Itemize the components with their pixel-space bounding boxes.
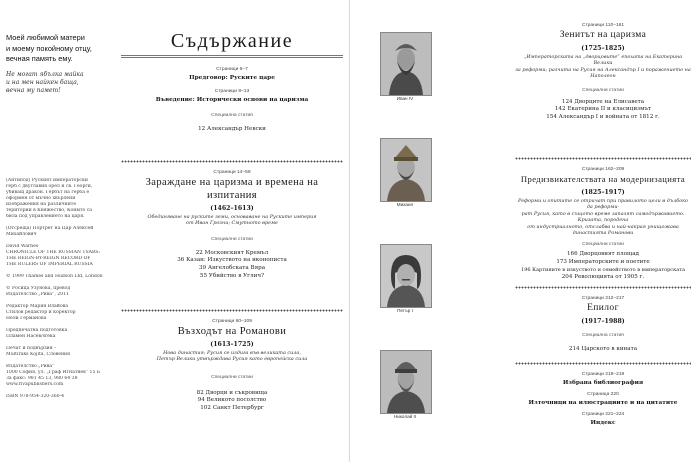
dedication-line: Моей любимой матери: [6, 33, 85, 42]
toc-entry-preface[interactable]: Предговор: Руските царе: [189, 75, 275, 81]
portrait-caption: Николай II: [393, 414, 417, 419]
imprint-line: Multiraks Kojita, Словения: [6, 352, 70, 357]
portrait-image: [380, 350, 432, 414]
toc-special-item[interactable]: 124 Дворците на Елисавета: [561, 98, 645, 105]
toc-special-item[interactable]: 154 Александър I и войната от 1812 г.: [546, 113, 660, 120]
toc-pages: Страници 162–209: [581, 167, 625, 172]
portrait-image: [380, 244, 432, 308]
imprint-line: Стилов редактор и коректор: [6, 310, 76, 315]
imprint-line: територии в Княжество, Коимто са: [6, 208, 93, 213]
toc-pages: Страници 212–217: [581, 296, 625, 301]
toc-pages: Страници 60–109: [212, 319, 252, 324]
special-items: [515, 346, 691, 354]
imprint-column: [6, 178, 114, 406]
special-label: Специални статии: [211, 236, 253, 242]
section-years: (1613–1725): [210, 341, 254, 348]
toc-section-2: [121, 305, 343, 413]
dotted-separator: [515, 362, 691, 369]
special-items: [515, 251, 691, 281]
toc-special-item[interactable]: 82 Дворци и съкровища: [196, 389, 268, 396]
section-title[interactable]: Зараждане на царизма и времена на изпитания: [145, 177, 319, 201]
imprint-print: [6, 346, 114, 358]
toc-entry-sources[interactable]: Източници на илюстрациите и на цитатите: [528, 400, 678, 406]
dedication-line: вечная память ему.: [6, 54, 73, 63]
special-label: Специална статия: [211, 113, 253, 118]
section-desc-line: Реформи и опитите се отричат при правилото цели в дълбоко да реформи-: [517, 198, 689, 211]
section-title[interactable]: Зенитът на царизма: [559, 30, 647, 40]
toc-special-item[interactable]: 94 Великото посолство: [197, 397, 267, 404]
imprint-prepress: [6, 328, 114, 340]
imprint-line: CHRONICLE OF THE RUSSIAN TSARS:: [6, 250, 101, 255]
section-desc-line: от индустриалното, отслабва и най-накрая унищожава династията Романови: [527, 223, 679, 237]
toc-section-3: [515, 20, 691, 121]
imprint-line: ISBN 978-954-320-360-4: [6, 394, 65, 399]
dotted-separator: [121, 309, 343, 316]
imprint-line: (Отсреща) Портрет на Цар Алексей: [6, 226, 94, 231]
toc-special-item[interactable]: 142 Екатерина II и класицизмът: [554, 106, 652, 113]
dedication-italic-line: и на мен найкен баща,: [6, 78, 79, 86]
portrait-caption: Петър I: [397, 308, 413, 313]
imprint-editors: [6, 304, 114, 322]
imprint-line: Издателство „Рива“, 2011: [6, 292, 70, 297]
portrait-peter-i: [381, 245, 431, 307]
imprint-line: 1000 София, ул. „Граф Игнатиев“ 15 Б: [6, 370, 101, 375]
toc-pages: Страница 220: [587, 392, 619, 397]
imprint-line: Нели Германова: [6, 316, 47, 321]
section-desc-line: Обединяване на руските земи, основаване на Руските империя: [147, 214, 317, 220]
special-items: [515, 99, 691, 122]
toc-special-item[interactable]: 39 Ангелобската Вяра: [198, 265, 266, 271]
toc-special-item[interactable]: 102 Санкт Петербург: [200, 405, 264, 411]
toc-title: Съдържание: [170, 30, 294, 52]
section-desc-line: Петър Велики утвърждава Русия като европейска сила: [156, 356, 308, 363]
imprint-caption-front: [6, 178, 114, 220]
toc-pages: Страници 6–7: [216, 67, 248, 72]
special-label: Специални статии: [582, 87, 624, 93]
section-desc: [121, 350, 343, 363]
title-rule: [121, 55, 343, 56]
toc-pages: Страници 8–13: [214, 89, 250, 94]
portrait-image: [380, 138, 432, 202]
imprint-publisher: [6, 364, 114, 388]
toc-pages: Страници 14–59: [213, 170, 251, 175]
imprint-line: Михайлович: [6, 232, 37, 237]
section-desc: [515, 54, 691, 80]
imprint-line: оформен от мъчно хвърлени: [6, 196, 76, 201]
portrait-mikhail: [381, 139, 431, 201]
dedication-italic: [6, 71, 118, 95]
right-page: [350, 0, 700, 462]
toc-section-1: [121, 156, 343, 280]
section-desc-line: от Иван Грозни; Смутното време: [186, 220, 278, 227]
toc-entry-bibliography[interactable]: Избрана библиография: [562, 380, 644, 386]
dotted-separator: [515, 157, 691, 164]
imprint-line: THE RULERS OF IMPERIAL RUSSIA: [6, 262, 93, 267]
dotted-separator: [515, 286, 691, 293]
portrait-image: [380, 32, 432, 96]
toc-special-item[interactable]: 12 Александър Невски: [198, 126, 266, 132]
portrait-caption: Иван IV: [396, 96, 414, 101]
special-label: Специална статия: [582, 333, 624, 338]
toc-special-item[interactable]: 204 Революцията от 1905 г.: [561, 274, 645, 281]
imprint-line: THE REIGN-BY-REIGN RECORD OF: [6, 256, 91, 261]
imprint-line: (Антипод) Руският императорски: [6, 178, 88, 183]
imprint-line: www.rivapublishers.com: [6, 382, 64, 387]
section-years: (1725–1825): [581, 45, 625, 52]
portrait-nicholas-ii: [381, 351, 431, 413]
dotted-separator: [121, 160, 343, 167]
toc-special-item[interactable]: 173 Императорските и поетите: [556, 259, 650, 266]
portrait-ivan-iv: [381, 33, 431, 95]
toc-pages: Страници 110–161: [581, 23, 625, 28]
imprint-line: За факс: 981 45 13, 980 64 38: [6, 376, 78, 381]
section-title[interactable]: Предизвикателствата на модернизацията: [520, 174, 686, 184]
toc-special-item[interactable]: 196 Картините в изкуството и семейството в императорската: [521, 266, 685, 273]
imprint-line: Пламен Насев/sreka: [6, 334, 56, 339]
section-years: (1825–1917): [581, 189, 625, 196]
toc-special-item[interactable]: 214 Царското в кината: [568, 346, 638, 352]
imprint-original-title: [6, 244, 114, 268]
toc-section-4: [515, 153, 691, 282]
toc-section-5: [515, 282, 691, 354]
imprint-caption-opposite: [6, 226, 114, 238]
imprint-line: David Warnes: [6, 244, 39, 249]
dedication-line: и моему покойному отцу,: [6, 43, 92, 53]
imprint-line: била под управлението на царя.: [6, 214, 85, 219]
special-label: Специални статии: [582, 242, 624, 248]
imprint-line: Печат и подвързия –: [6, 346, 57, 351]
toc-special-item[interactable]: 166 Дворцовият площад: [567, 251, 639, 258]
toc-special-item[interactable]: 22 Московският Кремъл: [195, 249, 269, 256]
toc-pages: Страници 218–219: [581, 372, 625, 377]
toc-column: [121, 30, 343, 411]
section-title[interactable]: Възходът на Романови: [177, 326, 287, 337]
special-items: [121, 250, 343, 280]
section-years: (1917–1988): [581, 318, 625, 325]
imprint-line: © Росица Узунова, превод: [6, 286, 71, 291]
imprint-line: изображения на различните: [6, 202, 77, 207]
imprint-line: убиващ дракон. Гербът на герба е: [6, 190, 90, 195]
section-desc: [515, 198, 691, 236]
imprint-line: Предпечатна подготовка: [6, 328, 68, 333]
imprint-copyright: [6, 274, 114, 280]
portrait-caption: Михаил: [396, 202, 414, 207]
title-rule: [121, 57, 343, 58]
imprint-line: © 1999 Thames and Hudson Ltd, London: [6, 274, 103, 279]
imprint-translation: [6, 286, 114, 298]
imprint-line: герб с двуглавия орел и св. Георги,: [6, 184, 93, 189]
section-desc-line: рат Русия, като в същото време запазят самодържавието. Кризата, породена: [521, 210, 685, 224]
dedication: [6, 33, 118, 95]
dedication-italic-line: вечна му памет!: [6, 86, 61, 94]
section-title[interactable]: Епилог: [587, 303, 619, 313]
imprint-line: Редактор Мария Влайова: [6, 304, 68, 309]
imprint-line: Издателство „Рива“: [6, 364, 55, 369]
toc-special-item[interactable]: 55 Убийство в Углич?: [199, 272, 265, 279]
section-desc: [121, 214, 343, 227]
section-years: (1462–1613): [210, 205, 254, 212]
toc-special-item[interactable]: 36 Казан: Изкуството на иконописта: [177, 257, 287, 264]
toc-entry-introduction[interactable]: Въведение: Исторически основи на царизма: [155, 97, 309, 103]
section-desc-line: за реформи; разчита на Русия на Александър I и поражението на Наполеон: [515, 66, 691, 80]
toc-pages: Страници 221–224: [581, 412, 625, 417]
special-items: [121, 390, 343, 413]
back-matter: [515, 358, 691, 426]
imprint-isbn: [6, 394, 114, 400]
dedication-italic-line: Не могат ябълка майка: [6, 70, 84, 78]
section-desc-line: „Императорската на „дворцовите“ епохата на Екатерина Велики: [523, 54, 683, 67]
section-desc-line: Нова династия; Русия се издига във великата сила,: [163, 350, 301, 356]
toc-entry-index[interactable]: Индекс: [590, 420, 616, 426]
special-label: Специални статии: [211, 374, 253, 380]
